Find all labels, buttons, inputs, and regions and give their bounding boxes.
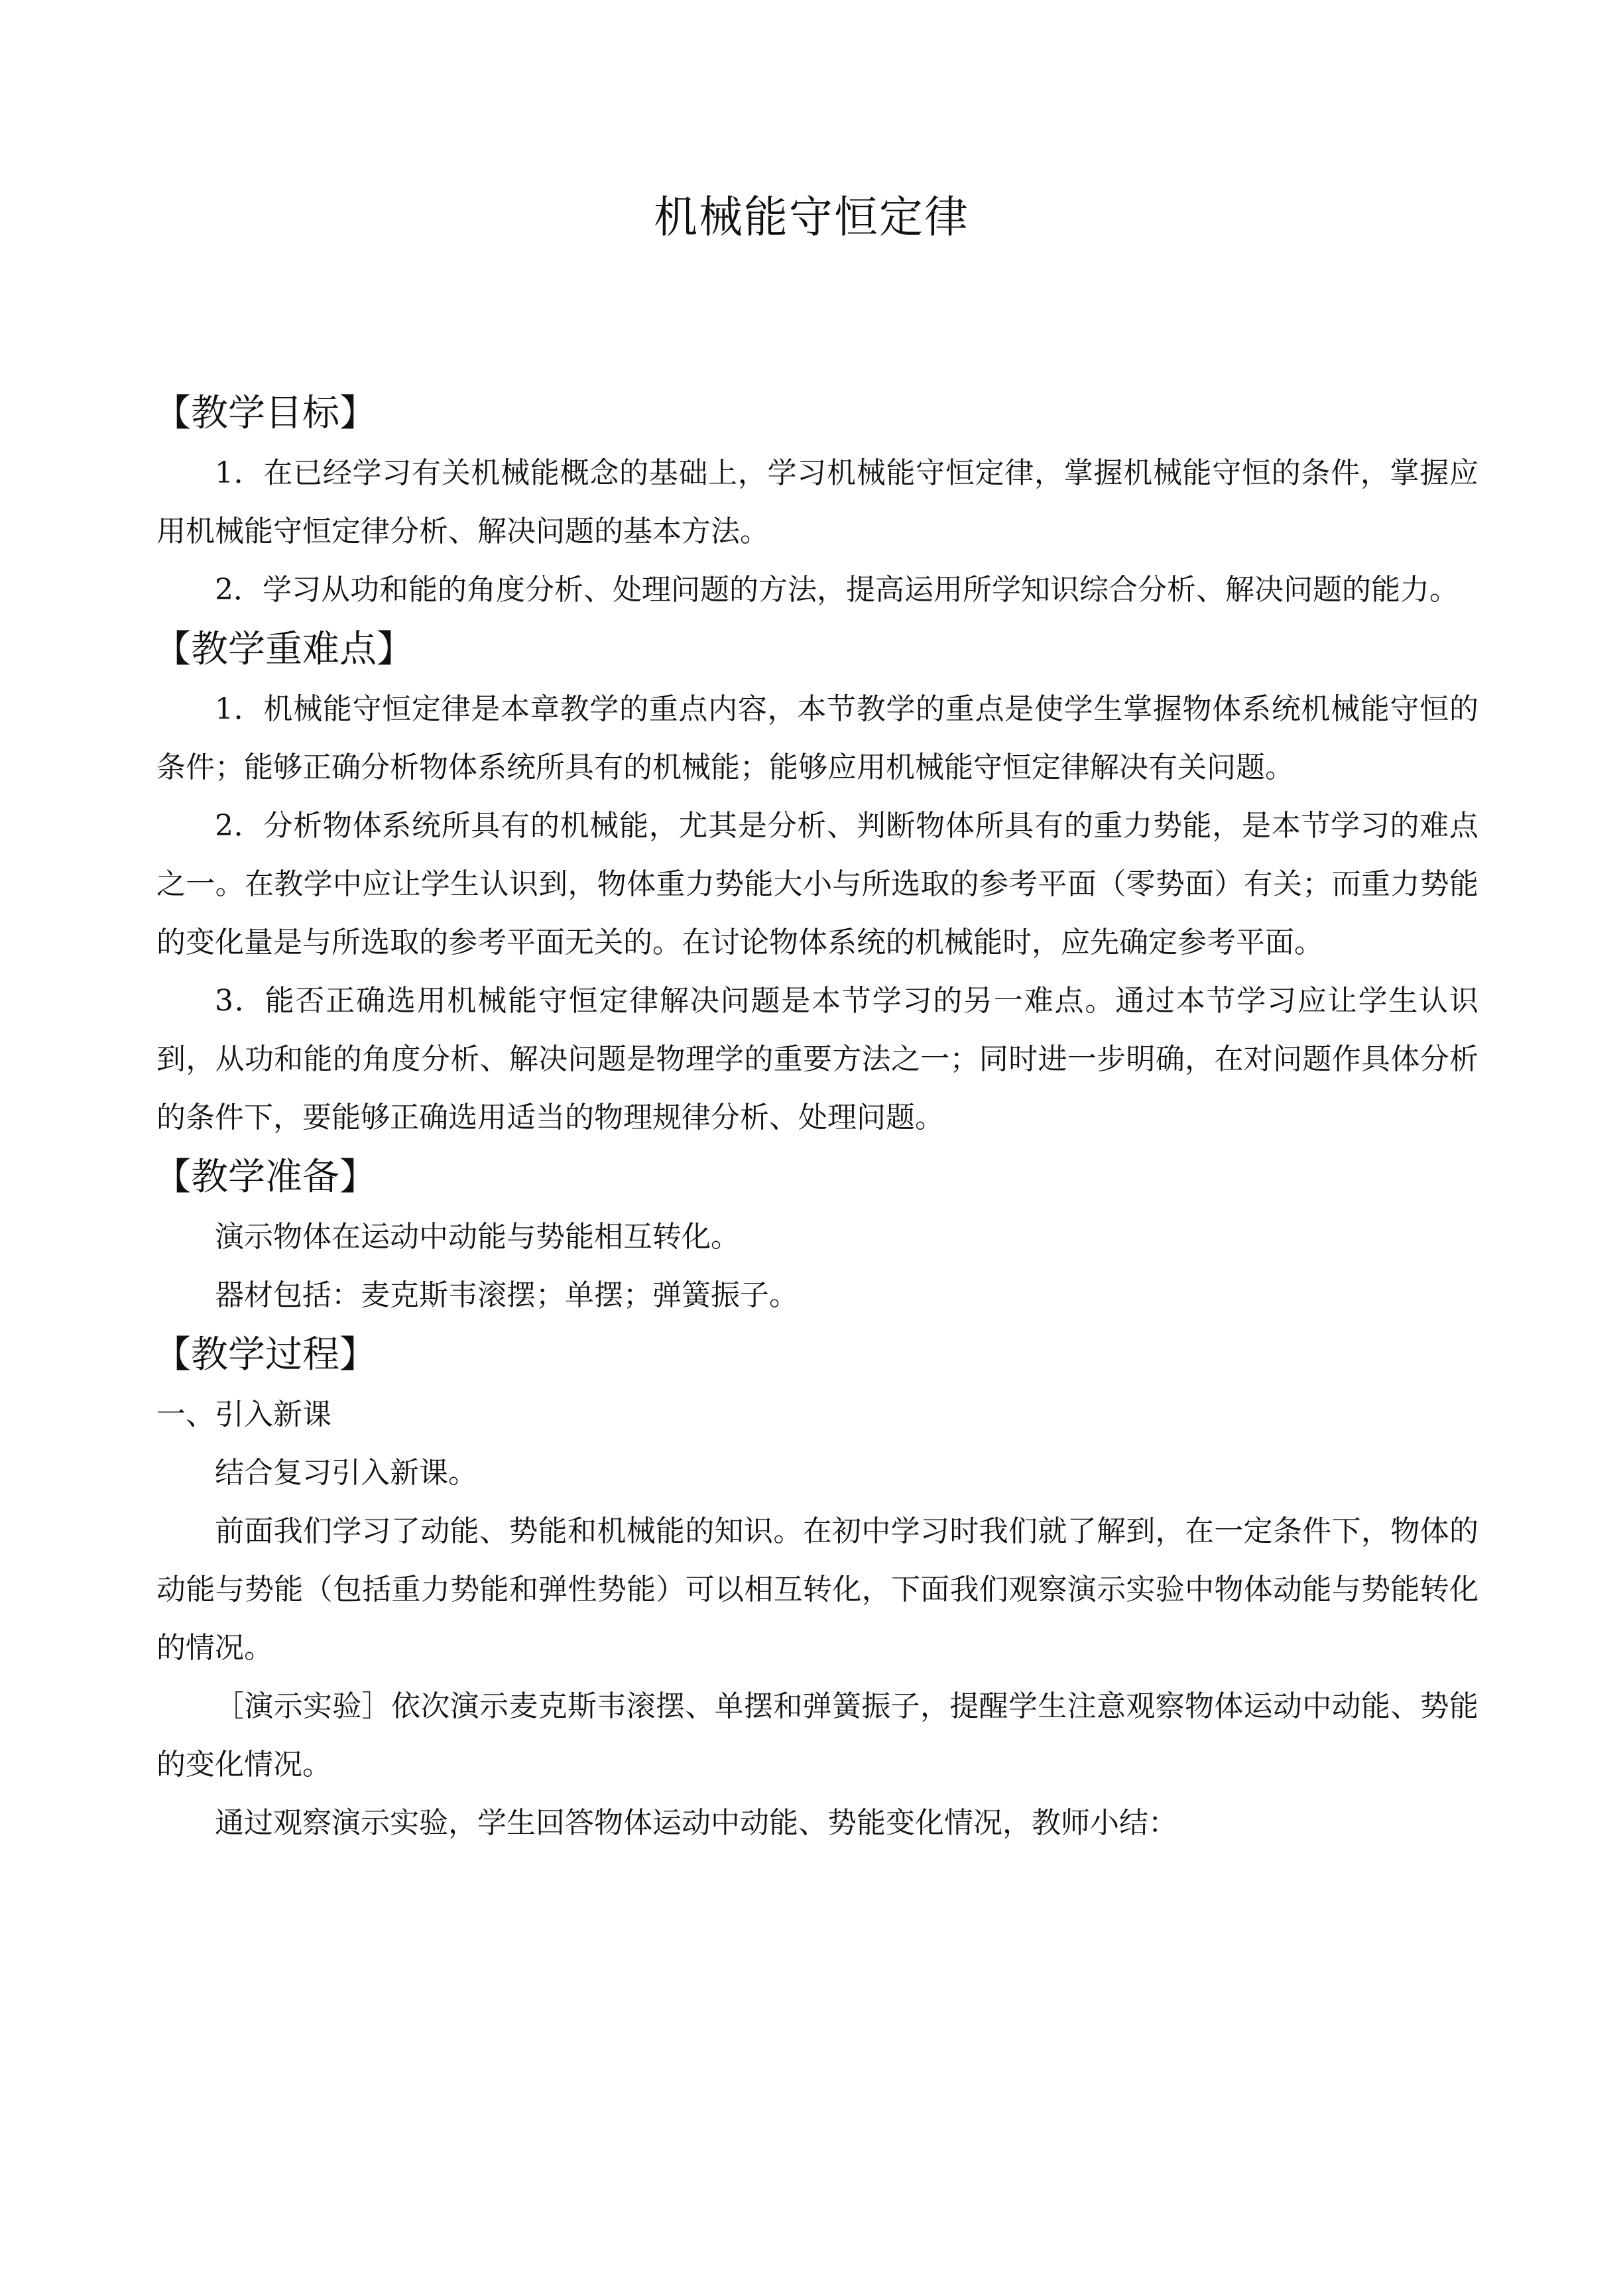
section-heading-process: 【教学过程】: [154, 1333, 377, 1376]
subsection-heading: 一、引入新课: [156, 1398, 331, 1431]
paragraph: 1．机械能守恒定律是本章教学的重点内容，本节教学的重点是使学生掌握物体系统机械能守恒的条件；能够正确分析物体系统所具有的机械能；能够应用机械能守恒定律解决有关问题。: [156, 692, 1478, 784]
paragraph: 结合复习引入新课。: [215, 1456, 477, 1490]
paragraph: 器材包括：麦克斯韦滚摆；单摆；弹簧振子。: [215, 1278, 798, 1312]
section-heading-key-points: 【教学重难点】: [154, 628, 414, 671]
page-title: 机械能守恒定律: [654, 192, 969, 243]
paragraph: 2．学习从功和能的角度分析、处理问题的方法，提高运用所学知识综合分析、解决问题的能力。: [215, 573, 1459, 607]
section-heading-preparation: 【教学准备】: [154, 1156, 377, 1199]
document-body: [156, 383, 1478, 1852]
section-heading-objectives: 【教学目标】: [154, 392, 377, 435]
paragraph: ［演示实验］依次演示麦克斯韦滚摆、单摆和弹簧振子，提醒学生注意观察物体运动中动能、势能的变化情况。: [156, 1689, 1478, 1782]
paragraph: 前面我们学习了动能、势能和机械能的知识。在初中学习时我们就了解到，在一定条件下，物体的动能与势能（包括重力势能和弹性势能）可以相互转化，下面我们观察演示实验中物体动能与势能转化的情况。: [156, 1514, 1478, 1665]
paragraph: 3．能否正确选用机械能守恒定律解决问题是本节学习的另一难点。通过本节学习应让学生认识到，从功和能的角度分析、解决问题是物理学的重要方法之一；同时进一步明确，在对问题作具体分析的条件下，要能够正确选用适当的物理规律分析、处理问题。: [156, 984, 1478, 1134]
paragraph: 1．在已经学习有关机械能概念的基础上，学习机械能守恒定律，掌握机械能守恒的条件，掌握应用机械能守恒定律分析、解决问题的基本方法。: [156, 456, 1478, 548]
paragraph: 演示物体在运动中动能与势能相互转化。: [215, 1220, 740, 1254]
paragraph: 通过观察演示实验，学生回答物体运动中动能、势能变化情况，教师小结：: [215, 1806, 1177, 1840]
paragraph: 2．分析物体系统所具有的机械能，尤其是分析、判断物体所具有的重力势能，是本节学习的难点之一。在教学中应让学生认识到，物体重力势能大小与所选取的参考平面（零势面）有关；而重力势能的变化量是与所选取的参考平面无关的。在讨论物体系统的机械能时，应先确定参考平面。: [156, 809, 1478, 959]
